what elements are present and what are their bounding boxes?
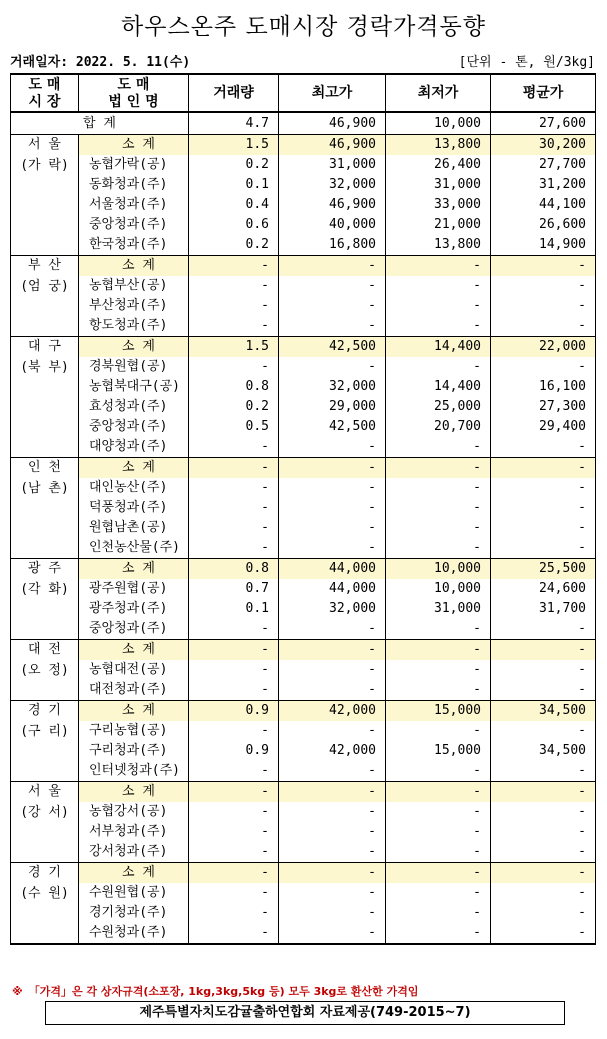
avg-cell: - [491,782,596,803]
subtotal-label: 소 계 [79,135,189,156]
market-cell [11,863,79,945]
market-cell [11,458,79,559]
trade-date: 거래일자: 2022. 5. 11(수) [10,55,191,70]
volume-cell: 0.8 [189,377,279,397]
max-cell: - [279,478,386,498]
min-cell: - [386,863,491,884]
min-cell: 15,000 [386,701,491,722]
max-cell: 46,900 [279,195,386,215]
avg-cell: - [491,680,596,701]
avg-cell: - [491,923,596,944]
table-row [11,377,596,397]
volume-cell: 0.7 [189,579,279,599]
avg-cell: - [491,357,596,377]
header-max: 최고가 [279,74,386,112]
min-cell: - [386,761,491,782]
min-cell: - [386,923,491,944]
table-row [11,579,596,599]
subtotal-row [11,337,596,358]
avg-cell: - [491,721,596,741]
note-mark: ※ [12,985,23,998]
max-cell: - [279,357,386,377]
avg-cell: - [491,822,596,842]
subtotal-label: 소 계 [79,640,189,661]
volume-cell: - [189,822,279,842]
avg-cell: - [491,660,596,680]
volume-cell: - [189,680,279,701]
corp-name: 인천농산물(주) [79,538,189,559]
max-cell: - [279,761,386,782]
min-cell: 31,000 [386,599,491,619]
max-cell: - [279,842,386,863]
corp-name: 중앙청과(주) [79,215,189,235]
avg-cell: - [491,802,596,822]
volume-cell: - [189,883,279,903]
market-name: 광 주 [28,561,61,576]
corp-name: 효성청과(주) [79,397,189,417]
volume-cell: 0.5 [189,417,279,437]
corp-name: 구리농협(공) [79,721,189,741]
table-row [11,822,596,842]
max-cell: - [279,518,386,538]
corp-name: 중앙청과(주) [79,619,189,640]
corp-name: 경북원협(공) [79,357,189,377]
min-cell: 20,700 [386,417,491,437]
avg-cell: 22,000 [491,337,596,358]
min-cell: 14,400 [386,337,491,358]
market-cell [11,256,79,337]
min-cell: - [386,619,491,640]
avg-cell: - [491,296,596,316]
table-row [11,741,596,761]
header-market [11,74,79,112]
avg-cell: 31,700 [491,599,596,619]
avg-cell: - [491,437,596,458]
max-cell: 46,900 [279,135,386,156]
avg-cell: 34,500 [491,701,596,722]
market-name: 경 기 [28,703,61,718]
min-cell: - [386,640,491,661]
note-text: 「가격」은 각 상자규격(소포장, 1kg,3kg,5kg 등) 모두 3kg로 환산한 가격임 [28,985,419,998]
avg-cell: 27,300 [491,397,596,417]
max-cell: - [279,822,386,842]
min-cell: - [386,458,491,479]
table-row [11,437,596,458]
avg-cell: 16,100 [491,377,596,397]
volume-cell: - [189,640,279,661]
market-sub: (가 락) [20,158,69,173]
volume-cell: 0.8 [189,559,279,580]
header-corp [79,74,189,112]
market-name: 대 구 [28,339,61,354]
header-market-line2: 시 장 [28,94,61,110]
max-cell: - [279,721,386,741]
min-cell: 25,000 [386,397,491,417]
volume-cell: - [189,923,279,944]
subtotal-label: 소 계 [79,559,189,580]
avg-cell: - [491,640,596,661]
volume-cell: 0.6 [189,215,279,235]
subtotal-label: 소 계 [79,256,189,277]
max-cell: - [279,680,386,701]
table-row [11,721,596,741]
market-name: 부 산 [28,258,61,273]
total-volume: 4.7 [189,112,279,135]
market-cell [11,640,79,701]
table-row [11,923,596,944]
corp-name: 강서청과(주) [79,842,189,863]
volume-cell: 0.2 [189,235,279,256]
volume-cell: - [189,316,279,337]
max-cell: 32,000 [279,599,386,619]
corp-name: 한국청과(주) [79,235,189,256]
market-name: 대 전 [28,642,61,657]
corp-name: 수원청과(주) [79,923,189,944]
corp-name: 농협부산(공) [79,276,189,296]
max-cell: - [279,923,386,944]
total-label: 합 계 [11,112,189,135]
table-row [11,599,596,619]
volume-cell: - [189,863,279,884]
price-note [12,983,418,999]
corp-name: 중앙청과(주) [79,417,189,437]
market-name: 경 기 [28,865,61,880]
max-cell: 40,000 [279,215,386,235]
header-corp-line1: 도 매 [117,77,150,93]
volume-cell: - [189,256,279,277]
corp-name: 농협대전(공) [79,660,189,680]
max-cell: - [279,782,386,803]
table-row [11,903,596,923]
volume-cell: 1.5 [189,337,279,358]
market-name: 서 울 [28,137,61,152]
max-cell: 42,000 [279,701,386,722]
header-row [11,74,596,112]
max-cell: - [279,296,386,316]
min-cell: - [386,296,491,316]
max-cell: 44,000 [279,579,386,599]
min-cell: 13,800 [386,135,491,156]
table-row [11,235,596,256]
min-cell: 15,000 [386,741,491,761]
avg-cell: 29,400 [491,417,596,437]
market-sub: (수 원) [20,886,69,901]
page-title: 하우스온주 도매시장 경락가격동향 [121,14,486,40]
table-row [11,478,596,498]
avg-cell: 24,600 [491,579,596,599]
max-cell: - [279,802,386,822]
table-row [11,296,596,316]
max-cell: 44,000 [279,559,386,580]
table-row [11,518,596,538]
max-cell: 16,800 [279,235,386,256]
table-row [11,316,596,337]
max-cell: - [279,316,386,337]
market-sub: (강 서) [20,805,69,820]
table-row [11,619,596,640]
max-cell: 29,000 [279,397,386,417]
total-avg: 27,600 [491,112,596,135]
table-row [11,357,596,377]
min-cell: - [386,316,491,337]
min-cell: - [386,498,491,518]
min-cell: - [386,276,491,296]
header-market-line1: 도 매 [28,77,61,93]
subtotal-label: 소 계 [79,782,189,803]
avg-cell: - [491,478,596,498]
min-cell: 10,000 [386,579,491,599]
corp-name: 농협가락(공) [79,155,189,175]
volume-cell: - [189,842,279,863]
min-cell: - [386,680,491,701]
subtotal-row [11,135,596,156]
subtotal-row [11,640,596,661]
min-cell: - [386,802,491,822]
market-cell [11,782,79,863]
avg-cell: - [491,761,596,782]
min-cell: - [386,538,491,559]
max-cell: - [279,863,386,884]
volume-cell: - [189,276,279,296]
market-cell [11,701,79,782]
max-cell: - [279,458,386,479]
market-cell [11,559,79,640]
table-row [11,538,596,559]
corp-name: 대양청과(주) [79,437,189,458]
avg-cell: - [491,903,596,923]
min-cell: 31,000 [386,175,491,195]
subtotal-label: 소 계 [79,701,189,722]
volume-cell: 0.9 [189,701,279,722]
min-cell: - [386,822,491,842]
corp-name: 수원원협(공) [79,883,189,903]
header-volume: 거래량 [189,74,279,112]
volume-cell: - [189,660,279,680]
max-cell: - [279,660,386,680]
min-cell: - [386,883,491,903]
max-cell: - [279,437,386,458]
avg-cell: - [491,883,596,903]
min-cell: - [386,357,491,377]
avg-cell: 25,500 [491,559,596,580]
report-meta [10,51,595,69]
volume-cell: 0.4 [189,195,279,215]
table-row [11,175,596,195]
max-cell: - [279,619,386,640]
min-cell: 21,000 [386,215,491,235]
avg-cell: - [491,256,596,277]
min-cell: - [386,518,491,538]
table-row [11,155,596,175]
table-row [11,397,596,417]
volume-cell: 0.1 [189,175,279,195]
corp-name: 광주청과(주) [79,599,189,619]
volume-cell: - [189,761,279,782]
max-cell: - [279,903,386,923]
subtotal-label: 소 계 [79,863,189,884]
max-cell: 42,500 [279,417,386,437]
min-cell: 33,000 [386,195,491,215]
table-row [11,417,596,437]
total-row [11,112,596,135]
corp-name: 원협남촌(공) [79,518,189,538]
min-cell: - [386,721,491,741]
avg-cell: 26,600 [491,215,596,235]
subtotal-label: 소 계 [79,337,189,358]
avg-cell: - [491,316,596,337]
min-cell: 10,000 [386,559,491,580]
volume-cell: - [189,903,279,923]
volume-cell: - [189,782,279,803]
table-row [11,498,596,518]
subtotal-row [11,863,596,884]
min-cell: 14,400 [386,377,491,397]
avg-cell: - [491,276,596,296]
corp-name: 농협강서(공) [79,802,189,822]
volume-cell: - [189,437,279,458]
min-cell: - [386,437,491,458]
avg-cell: 30,200 [491,135,596,156]
corp-name: 구리청과(주) [79,741,189,761]
avg-cell: - [491,458,596,479]
total-max: 46,900 [279,112,386,135]
subtotal-row [11,701,596,722]
table-row [11,195,596,215]
min-cell: - [386,256,491,277]
volume-cell: - [189,458,279,479]
volume-cell: 0.2 [189,155,279,175]
corp-name: 대인농산(주) [79,478,189,498]
table-row [11,660,596,680]
avg-cell: - [491,619,596,640]
market-name: 서 울 [28,784,61,799]
subtotal-label: 소 계 [79,458,189,479]
corp-name: 동화청과(주) [79,175,189,195]
header-corp-line2: 법 인 명 [108,94,159,110]
max-cell: 32,000 [279,175,386,195]
avg-cell: - [491,498,596,518]
corp-name: 덕풍청과(주) [79,498,189,518]
volume-cell: - [189,296,279,316]
corp-name: 경기청과(주) [79,903,189,923]
unit-label: [단위 - 톤, 원/3kg] [458,55,595,70]
price-table [10,73,596,945]
max-cell: 42,500 [279,337,386,358]
avg-cell: - [491,863,596,884]
max-cell: - [279,498,386,518]
market-sub: (엄 궁) [20,279,69,294]
volume-cell: - [189,518,279,538]
volume-cell: 1.5 [189,135,279,156]
max-cell: - [279,538,386,559]
min-cell: - [386,782,491,803]
corp-name: 대전청과(주) [79,680,189,701]
avg-cell: 31,200 [491,175,596,195]
avg-cell: 27,700 [491,155,596,175]
header-avg: 평균가 [491,74,596,112]
volume-cell: - [189,802,279,822]
table-row [11,215,596,235]
min-cell: - [386,478,491,498]
min-cell: - [386,842,491,863]
min-cell: - [386,660,491,680]
corp-name: 서울청과(주) [79,195,189,215]
corp-name: 인터넷청과(주) [79,761,189,782]
max-cell: - [279,276,386,296]
max-cell: 32,000 [279,377,386,397]
min-cell: 26,400 [386,155,491,175]
volume-cell: - [189,498,279,518]
total-min: 10,000 [386,112,491,135]
volume-cell: 0.2 [189,397,279,417]
subtotal-row [11,559,596,580]
market-sub: (남 촌) [20,481,69,496]
volume-cell: - [189,478,279,498]
market-cell [11,337,79,458]
market-sub: (북 부) [20,360,69,375]
source-footer: 제주특별자치도감귤출하연합회 자료제공(749-2015~7) [45,1001,565,1025]
subtotal-row [11,458,596,479]
volume-cell: 0.9 [189,741,279,761]
header-min: 최저가 [386,74,491,112]
avg-cell: 44,100 [491,195,596,215]
avg-cell: 34,500 [491,741,596,761]
max-cell: - [279,883,386,903]
table-row [11,761,596,782]
subtotal-row [11,782,596,803]
corp-name: 항도청과(주) [79,316,189,337]
market-sub: (구 리) [20,724,69,739]
table-row [11,842,596,863]
table-row [11,276,596,296]
avg-cell: 14,900 [491,235,596,256]
volume-cell: - [189,357,279,377]
max-cell: 42,000 [279,741,386,761]
table-row [11,680,596,701]
corp-name: 부산청과(주) [79,296,189,316]
avg-cell: - [491,842,596,863]
max-cell: - [279,640,386,661]
max-cell: - [279,256,386,277]
max-cell: 31,000 [279,155,386,175]
min-cell: - [386,903,491,923]
volume-cell: - [189,619,279,640]
volume-cell: - [189,721,279,741]
avg-cell: - [491,538,596,559]
volume-cell: 0.1 [189,599,279,619]
corp-name: 광주원협(공) [79,579,189,599]
market-name: 인 천 [28,460,61,475]
market-sub: (각 화) [20,582,69,597]
avg-cell: - [491,518,596,538]
market-cell [11,135,79,256]
min-cell: 13,800 [386,235,491,256]
table-row [11,883,596,903]
volume-cell: - [189,538,279,559]
market-sub: (오 정) [20,663,69,678]
table-row [11,802,596,822]
subtotal-row [11,256,596,277]
corp-name: 서부청과(주) [79,822,189,842]
corp-name: 농협북대구(공) [79,377,189,397]
